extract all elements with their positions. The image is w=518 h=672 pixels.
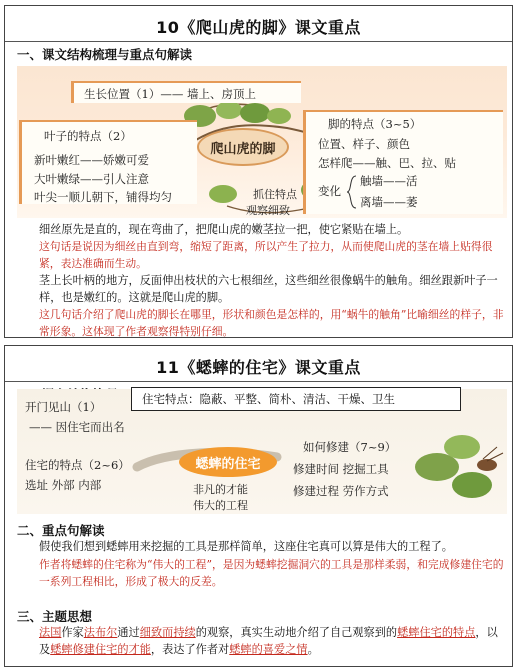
key-sentence-1: 假使我们想到蟋蟀用来挖掘的工具是那样简单，这座住宅真可以算是伟大的工程了。 — [39, 540, 453, 553]
key-sentence-1: 细丝原先是直的，现在弯曲了，把爬山虎的嫩茎拉一把，使它紧贴在墙上。 — [39, 223, 409, 236]
key-sentence-2-note: 这几句话介绍了爬山虎的脚长在哪里，形状和颜色是怎样的，用“蜗牛的触角”比喻细丝的样子，非常形象。这体现了作者观察得特别仔细。 — [39, 308, 504, 338]
growth-position-box — [71, 81, 301, 103]
leaf-feature-line: 新叶嫩红——娇嫩可爱 — [34, 153, 149, 167]
feet-features-title: 脚的特点（3~5） — [328, 117, 422, 131]
leaf-feature-line: 大叶嫩绿——引人注意 — [34, 172, 149, 186]
theme-text: ，以及 — [39, 626, 498, 656]
feet-features-box — [303, 110, 503, 214]
leaf-features-box — [19, 120, 197, 204]
center-topic-oval — [197, 128, 289, 166]
leaf-features-title: 叶子的特点（2） — [44, 129, 132, 143]
title-divider — [5, 381, 512, 382]
center-caption: 抓住特点 — [253, 188, 297, 201]
build-row: 修建过程 劳作方式 — [293, 484, 389, 498]
lesson-11-card — [4, 345, 513, 667]
key-sentence-2: 茎上长叶柄的地方，反面伸出枝状的六七根细丝，这些细丝很像蜗牛的触角。细丝跟新叶子一样，也是嫩红的。这就是爬山虎的脚。 — [39, 274, 498, 304]
theme-paragraph — [17, 624, 507, 658]
theme-house-traits: 蟋蟀住宅的特点 — [397, 626, 476, 639]
center-subtitle: 伟大的工程 — [193, 499, 248, 512]
theme-emotion: 蟋蟀的喜爱之情 — [229, 643, 308, 656]
open-subtitle: —— 因住宅而出名 — [29, 420, 125, 434]
theme-text: 的观察，真实生动地介绍了自己观察到的 — [195, 626, 398, 639]
theme-text: 。 — [307, 643, 319, 656]
title-divider — [5, 41, 512, 42]
center-topic-oval — [179, 447, 277, 477]
center-topic: 爬山虎的脚 — [210, 141, 276, 157]
build-row: 修建时间 挖掘工具 — [293, 462, 389, 476]
center-topic: 蟋蟀的住宅 — [195, 456, 261, 472]
key-sentence-1-note: 这句话是说因为细丝由直到弯，缩短了距离，所以产生了拉力，从而使爬山虎的茎在墙上贴得很紧，表达准确而生动。 — [39, 240, 493, 270]
section-key-sentence-heading: 二、重点句解读 — [17, 523, 105, 538]
house-traits-text: 住宅特点：隐蔽、平整、简朴、清洁、干燥、卫生 — [142, 392, 395, 406]
theme-text: 作家 — [61, 626, 84, 639]
theme-author: 法布尔 — [83, 626, 118, 639]
theme-building-talent: 蟋蟀修建住宅的才能 — [50, 643, 151, 656]
lesson-10-sentences — [17, 221, 507, 340]
structure-diagram-1 — [17, 66, 507, 218]
leaf-feature-line: 叶尖一顺儿朝下，铺得均匀 — [34, 190, 172, 204]
feet-feature-line: 触墙——活 — [360, 174, 418, 188]
theme-text: ，表达了作者对 — [150, 643, 230, 656]
theme-method: 细致而持续 — [139, 626, 196, 639]
theme-text: 通过 — [117, 626, 140, 639]
house-traits-callout — [131, 387, 461, 411]
house-features-items: 选址 外部 内部 — [25, 478, 102, 492]
build-title: 如何修建（7~9） — [303, 440, 397, 454]
lesson-11-sentences — [17, 538, 507, 590]
lesson-10-card — [4, 5, 513, 338]
section-structure-heading: 一、课文结构梳理与重点句解读 — [17, 47, 193, 62]
lesson-11-title: 11《蟋蟀的住宅》课文重点 — [156, 358, 361, 377]
house-features-title: 住宅的特点（2~6） — [25, 458, 130, 472]
open-title: 开门见山（1） — [25, 400, 102, 414]
section-theme-heading: 三、主题思想 — [17, 609, 93, 624]
feet-change-label: 变化 — [318, 184, 341, 198]
theme-country: 法国 — [39, 626, 62, 639]
feet-feature-line: 怎样爬——触、巴、拉、贴 — [318, 156, 456, 170]
lesson-10-title: 10《爬山虎的脚》课文重点 — [156, 18, 361, 37]
feet-feature-line: 离墙——萎 — [360, 195, 418, 209]
growth-position-text: 生长位置（1）—— 墙上、房顶上 — [84, 87, 256, 101]
feet-feature-line: 位置、样子、颜色 — [318, 137, 410, 151]
key-sentence-1-note: 作者将蟋蟀的住宅称为“伟大的工程”，是因为蟋蟀挖掘洞穴的工具是那样柔弱，和完成修建住宅的一系列工程相比，形成了极大的反差。 — [39, 558, 504, 588]
change-brace — [346, 174, 358, 210]
center-caption: 观察细致 — [246, 204, 290, 217]
center-subtitle: 非凡的才能 — [193, 483, 248, 496]
